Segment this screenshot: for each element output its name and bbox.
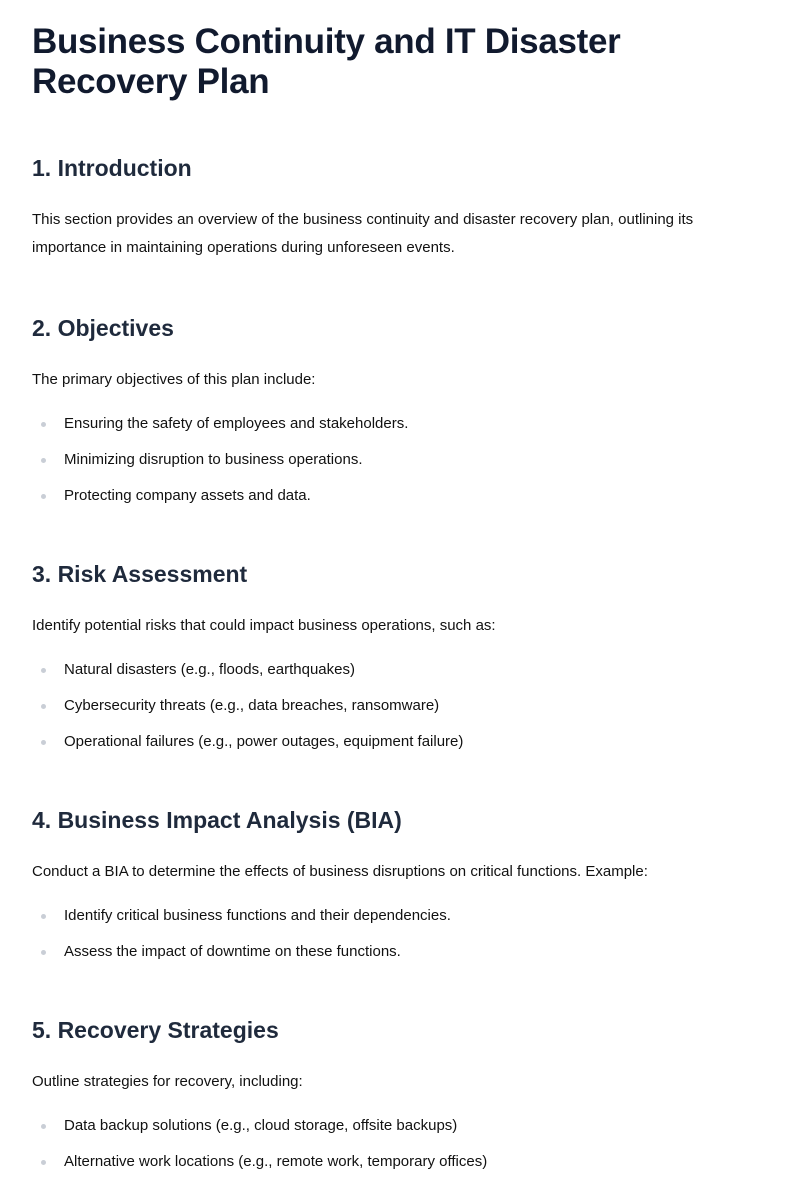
list-item-text: Minimizing disruption to business operations. [64,451,363,468]
list-item [32,1150,768,1174]
bullet-icon [41,1124,46,1129]
section-introduction [32,152,768,262]
bullet-icon [41,914,46,919]
section-objectives [32,312,768,558]
section-paragraph: Identify potential risks that could impact business operations, such as: [32,617,496,634]
section-heading: 1. Introduction [32,155,192,181]
list-item [32,940,768,964]
list-item [32,484,768,508]
list-item-text: Operational failures (e.g., power outages, equipment failure) [64,733,464,750]
list-item-text: Protecting company assets and data. [64,487,311,504]
section-heading: 5. Recovery Strategies [32,1017,279,1043]
bullet-list [32,904,768,964]
bullet-icon [41,458,46,463]
list-item-text: Assess the impact of downtime on these functions. [64,943,401,960]
list-item-text: Natural disasters (e.g., floods, earthquakes) [64,661,355,678]
section-heading: 3. Risk Assessment [32,561,248,587]
section-paragraph: Conduct a BIA to determine the effects of business disruptions on critical functions. Example: [32,863,648,880]
bullet-icon [41,1160,46,1165]
list-item-text: Identify critical business functions and their dependencies. [64,907,451,924]
section-paragraph: The primary objectives of this plan include: [32,371,316,388]
list-item-text: Ensuring the safety of employees and stakeholders. [64,415,409,432]
section-paragraph: This section provides an overview of the business continuity and disaster recovery plan, outlining its importance in maintaining operations during unforeseen events. [32,211,694,256]
bullet-icon [41,422,46,427]
bullet-icon [41,950,46,955]
section-paragraph: Outline strategies for recovery, including: [32,1073,303,1090]
list-item-text: Cybersecurity threats (e.g., data breaches, ransomware) [64,697,440,714]
list-item-text: Data backup solutions (e.g., cloud storage, offsite backups) [64,1117,458,1134]
section-business-impact-analysis [32,804,768,1014]
bullet-list [32,412,768,508]
list-item [32,412,768,436]
list-item-text: Alternative work locations (e.g., remote work, temporary offices) [64,1153,488,1170]
bullet-icon [41,668,46,673]
list-item [32,658,768,682]
list-item [32,730,768,754]
list-item [32,694,768,718]
document-title: Business Continuity and IT Disaster Recovery Plan [32,22,621,101]
section-recovery-strategies [32,1014,768,1174]
bullet-list [32,1114,768,1174]
bullet-icon [41,740,46,745]
bullet-icon [41,494,46,499]
list-item [32,904,768,928]
bullet-list [32,658,768,754]
section-heading: 2. Objectives [32,315,174,341]
bullet-icon [41,704,46,709]
section-risk-assessment [32,558,768,804]
section-heading: 4. Business Impact Analysis (BIA) [32,807,402,833]
list-item [32,1114,768,1138]
list-item [32,448,768,472]
